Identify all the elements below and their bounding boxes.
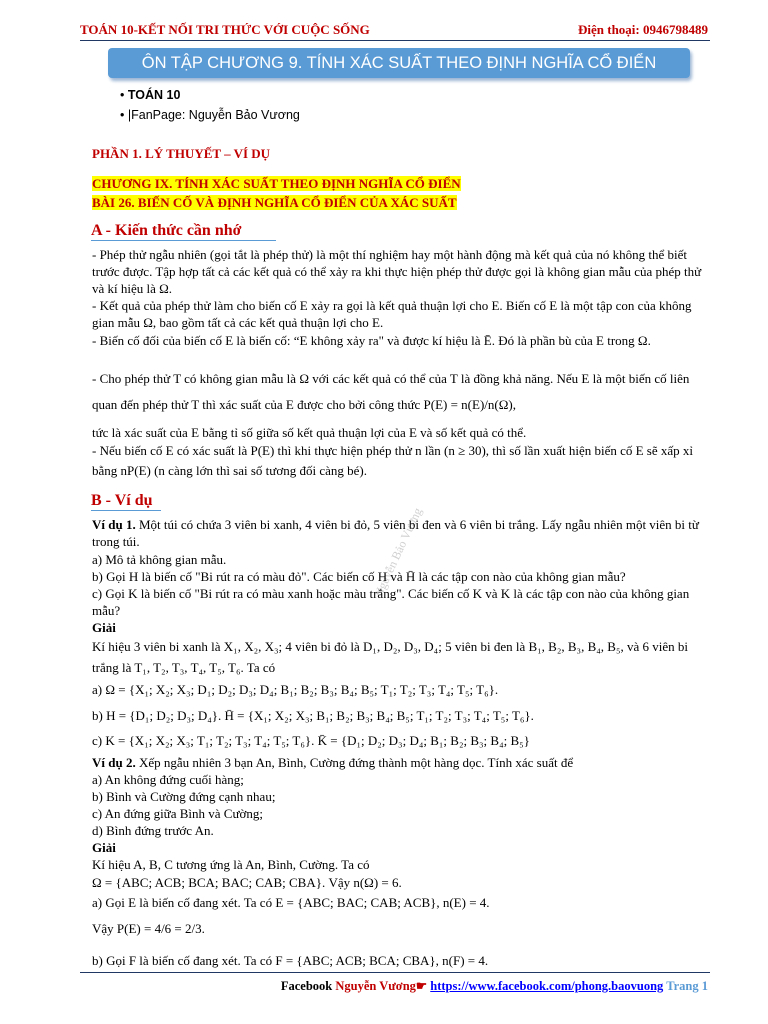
theory-4: - Cho phép thử T có không gian mẫu là Ω với các kết quả có thể của T là đồng khả năng. Nếu E là một biến cố liên quan đến phép thử T thì xác suất của E được cho bởi công thức P(E) = n(E)/n(Ω), [92,371,690,412]
example-2-solution-a: a) Gọi E là biến cố đang xét. Ta có E = {ABC; BAC; CAB; ACB}, n(E) = 4. [92,895,490,910]
example-1-c: c) Gọi K là biến cố "Bi rút ra có màu xanh hoặc màu trắng". Các biến cố K và K là các tập con nào của không gian mẫu? [92,586,690,618]
example-1-a: a) Mô tả không gian mẫu. [92,552,227,567]
bullet-fanpage: • |FanPage: Nguyễn Bảo Vương [120,108,300,122]
header-phone: Điện thoại: 0946798489 [578,22,708,37]
example-2-a: a) An không đứng cuối hàng; [92,772,244,787]
example-1-solution-c: c) K = {X₁; X₂; X₃; T₁; T₂; T₃; T₄; T₅; T₆}. K̄ = {D₁; D₂; D₃; D₄; B₁; B₂; B₃; B₄; B₅} [92,733,530,748]
part-title: PHẦN 1. LÝ THUYẾT – VÍ DỤ [92,146,271,161]
chapter-title: CHƯƠNG IX. TÍNH XÁC SUẤT THEO ĐỊNH NGHĨA CỔ ĐIỂN [92,176,461,191]
example-1-solution-a: a) Ω = {X₁; X₂; X₃; D₁; D₂; D₃; D₄; B₁; B₂; B₃; B₄; B₅; T₁; T₂; T₃; T₄; T₅; T₆}. [92,682,499,697]
theory-2: - Kết quả của phép thử làm cho biến cố E xảy ra gọi là kết quả thuận lợi cho E. Biến cố E là một tập con của không gian mẫu Ω, bao gồm tất cả các kết quả thuận lợi cho E. [92,298,692,330]
theory-3: - Biến cố đối của biến cố E là biến cố: “E không xảy ra" và được kí hiệu là Ē. Đó là phần bù của E trong Ω. [92,333,651,348]
example-2-solution-b: b) Gọi F là biến cố đang xét. Ta có F = {ABC; ACB; BCA; CBA}, n(F) = 4. [92,953,489,968]
example-2-b: b) Bình và Cường đứng cạnh nhau; [92,789,276,804]
example-2-intro: Ví dụ 2. Xếp ngẫu nhiên 3 bạn An, Bình, Cường đứng thành một hàng dọc. Tính xác suất để [92,755,574,770]
footer-divider [80,972,710,973]
example-2-d: d) Bình đứng trước An. [92,823,214,838]
section-b-heading: B - Ví dụ [91,492,161,511]
example-1-solution-label: Giải [92,620,116,635]
bullet-subject: • TOÁN 10 [120,88,181,102]
example-1-intro: Ví dụ 1. Một túi có chứa 3 viên bi xanh, 4 viên bi đỏ, 5 viên bi đen và 6 viên bi trắng. Lấy ngẫu nhiên một viên bi từ trong túi. [92,517,699,549]
lesson-title: BÀI 26. BIẾN CỐ VÀ ĐỊNH NGHĨA CỔ ĐIỂN CỦA XÁC SUẤT [92,195,457,210]
example-2-c: c) An đứng giữa Bình và Cường; [92,806,263,821]
watermark: Nguyễn Bảo Vương [371,505,425,600]
header-title: TOÁN 10-KẾT NỐI TRI THỨC VỚI CUỘC SỐNG [80,22,370,37]
footer-facebook-label: Facebook [280,979,333,993]
footer-author: Nguyễn Vương☛ [335,979,428,993]
theory-5: tức là xác suất của E bằng tỉ số giữa số kết quả thuận lợi của E và số kết quả có thể. [92,425,527,440]
theory-6: - Nếu biến cố E có xác suất là P(E) thì khi thực hiện phép thử n lần (n ≥ 30), thì số lần xuất hiện biến cố E sẽ xấp xỉ bằng nP(E) (n càng lớn thì sai số tương đối càng bé). [92,443,694,478]
example-2-solution-2: Ω = {ABC; ACB; BCA; BAC; CAB; CBA}. Vậy n(Ω) = 6. [92,875,402,890]
theory-1: - Phép thử ngẫu nhiên (gọi tắt là phép thử) là một thí nghiệm hay một hành động mà kết quả của nó không thể biết trước được. Tập hợp tất cả các kết quả có thể xảy ra khi thực hiện phép thử được gọi là không gian mẫu của phép thử và kí hiệu là Ω. [92,247,702,296]
example-1-b: b) Gọi H là biến cố "Bi rút ra có màu đỏ". Các biến cố H và H̄ là các tập con nào của không gian mẫu? [92,569,626,584]
section-a-heading: A - Kiến thức cần nhớ [91,222,276,241]
chapter-banner: ÔN TẬP CHƯƠNG 9. TÍNH XÁC SUẤT THEO ĐỊNH NGHĨA CỔ ĐIỂN [108,48,690,78]
example-1-solution-1: Kí hiệu 3 viên bi xanh là X₁, X₂, X₃; 4 viên bi đỏ là D₁, D₂, D₃, D₄; 5 viên bi đen là B₁, B₂, B₃, B₄, B₅, và 6 viên bi trắng là T₁, T₂, T₃, T₄, T₅, T₆. Ta có [92,639,688,675]
example-2-solution-a-2: Vậy P(E) = 4/6 = 2/3. [92,921,205,936]
example-1-solution-b: b) H = {D₁; D₂; D₃; D₄}. H̄ = {X₁; X₂; X₃; B₁; B₂; B₃; B₄; B₅; T₁; T₂; T₃; T₄; T₅; T₆}. [92,708,534,723]
example-2-solution-label: Giải [92,840,116,855]
header-divider [80,40,710,41]
footer [281,978,708,994]
footer-page-number: Trang 1 [666,979,708,993]
footer-link[interactable]: https://www.facebook.com/phong.baovuong [430,979,664,993]
example-2-solution-1: Kí hiệu A, B, C tương ứng là An, Bình, Cường. Ta có [92,857,370,872]
